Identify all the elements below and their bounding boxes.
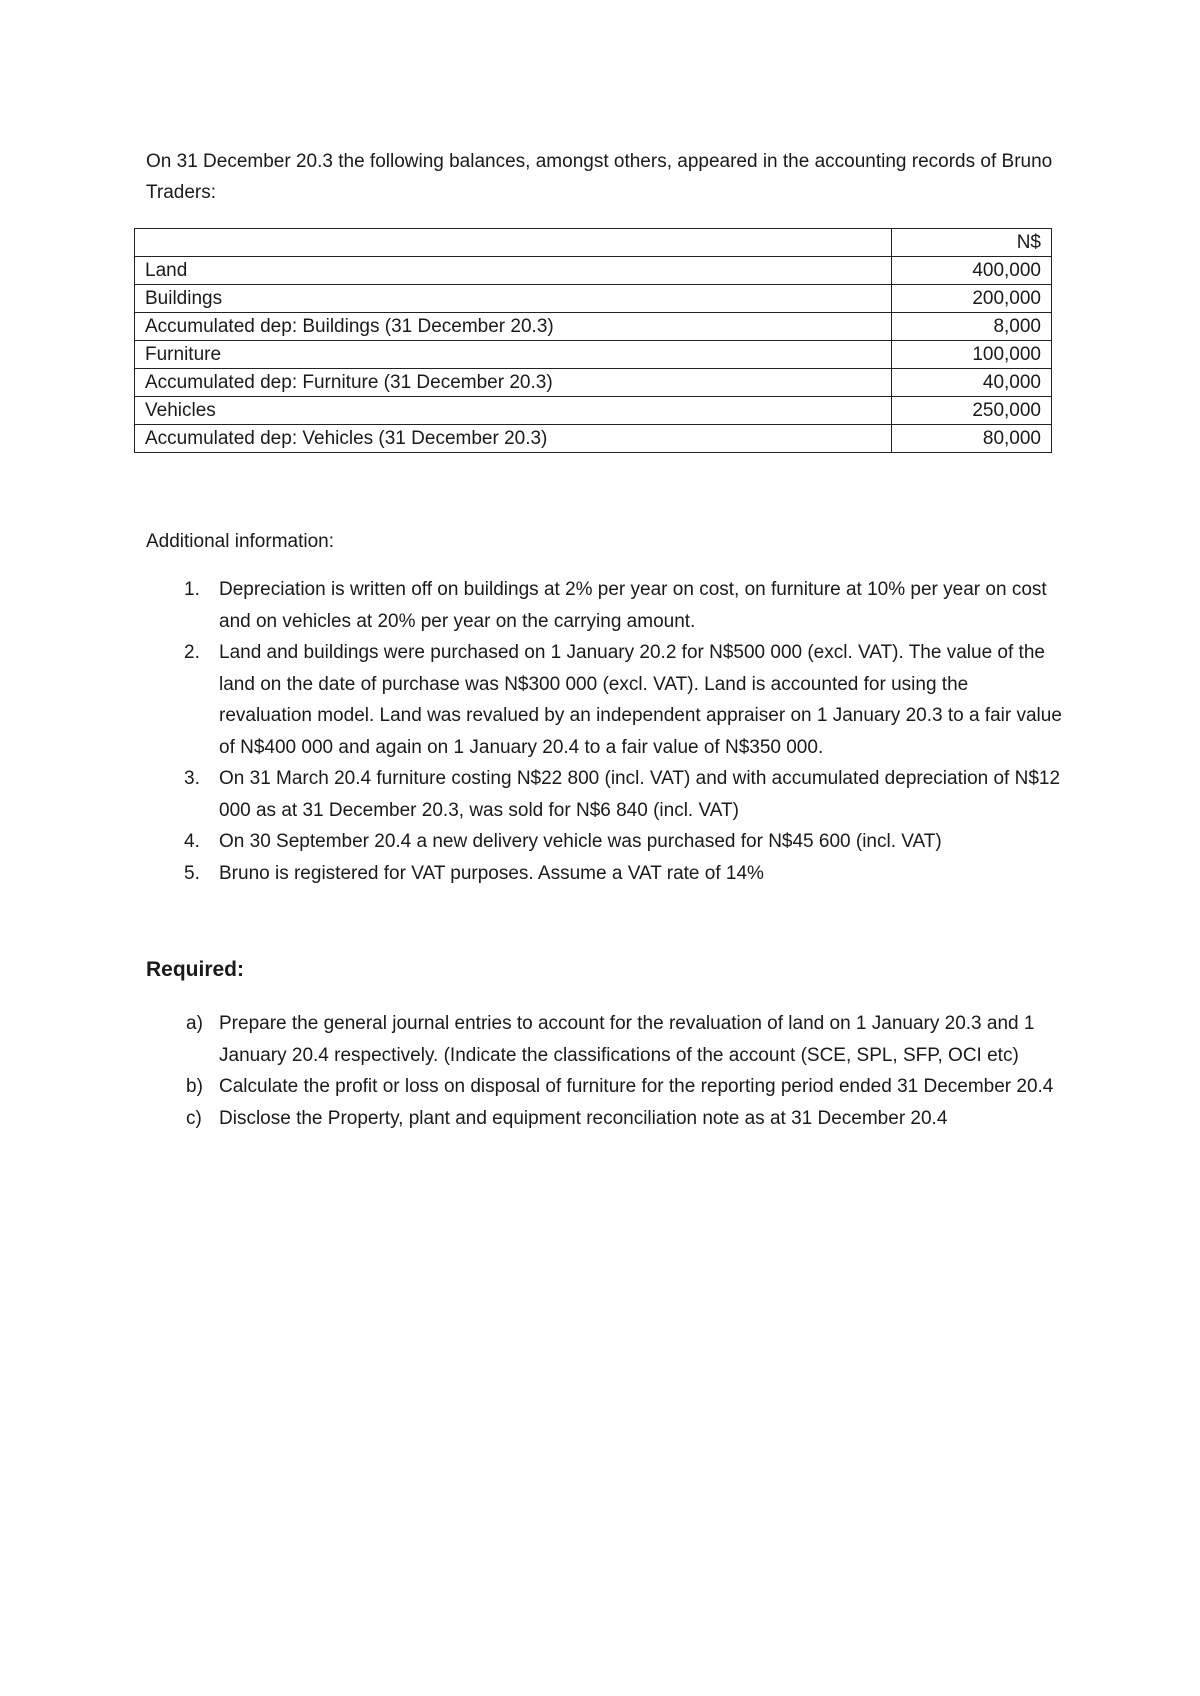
- row-label: Accumulated dep: Furniture (31 December 20.3): [135, 369, 892, 397]
- list-item-text: Calculate the profit or loss on disposal of furniture for the reporting period ended 31 December 20.4: [219, 1076, 1054, 1097]
- table-header-label: [135, 229, 892, 257]
- row-amount: 80,000: [891, 425, 1052, 453]
- row-amount: 100,000: [891, 341, 1052, 369]
- list-item: [146, 637, 1066, 763]
- additional-info-heading: Additional information:: [146, 531, 334, 552]
- balances-table: [134, 228, 1052, 453]
- row-amount: 40,000: [891, 369, 1052, 397]
- row-label: Buildings: [135, 285, 892, 313]
- table-row: [135, 341, 1052, 369]
- table-row: [135, 397, 1052, 425]
- list-item: [146, 574, 1066, 637]
- table-row: [135, 257, 1052, 285]
- list-item-letter: b): [186, 1076, 203, 1097]
- additional-info-list: [146, 574, 1066, 889]
- row-label: Vehicles: [135, 397, 892, 425]
- row-label: Land: [135, 257, 892, 285]
- row-label: Accumulated dep: Buildings (31 December 20.3): [135, 313, 892, 341]
- intro-paragraph: On 31 December 20.3 the following balances, amongst others, appeared in the accounting records of Bruno Traders:: [146, 151, 1053, 203]
- table-header-row: [135, 229, 1052, 257]
- list-item: [146, 826, 1066, 858]
- table-row: [135, 369, 1052, 397]
- list-item-text: On 30 September 20.4 a new delivery vehicle was purchased for N$45 600 (incl. VAT): [219, 831, 942, 852]
- list-item-number: 3.: [184, 768, 200, 789]
- required-heading: Required:: [146, 958, 245, 981]
- list-item: [146, 763, 1066, 826]
- row-amount: 8,000: [891, 313, 1052, 341]
- list-item-letter: a): [186, 1013, 203, 1034]
- list-item-text: Bruno is registered for VAT purposes. Assume a VAT rate of 14%: [219, 862, 764, 884]
- list-item-number: 5.: [184, 862, 200, 884]
- list-item: [146, 858, 1066, 890]
- table-row: [135, 425, 1052, 453]
- required-list: [146, 1008, 1066, 1134]
- list-item-text: Land and buildings were purchased on 1 January 20.2 for N$500 000 (excl. VAT). The value of the land on the date of purchase was N$300 000 (excl. VAT). Land is accounted for using the revaluation model. Land was revalued by an independent appraiser on 1 January 20.3 to a fair value of N$400 000 and again on 1 January 20.4 to a fair value of N$350 000.: [219, 642, 1062, 758]
- table-row: [135, 285, 1052, 313]
- list-item-letter: c): [186, 1107, 202, 1129]
- list-item-text: Prepare the general journal entries to account for the revaluation of land on 1 January 20.3 and 1 January 20.4 respectively. (Indicate the classifications of the account (SCE, SPL, SFP, OCI etc): [219, 1013, 1035, 1066]
- list-item-text: Depreciation is written off on buildings at 2% per year on cost, on furniture at 10% per year on cost and on vehicles at 20% per year on the carrying amount.: [219, 579, 1047, 632]
- list-item-text: Disclose the Property, plant and equipment reconciliation note as at 31 December 20.4: [219, 1107, 948, 1129]
- row-amount: 250,000: [891, 397, 1052, 425]
- list-item: [146, 1008, 1066, 1071]
- list-item-number: 2.: [184, 642, 200, 663]
- row-amount: 200,000: [891, 285, 1052, 313]
- row-amount: 400,000: [891, 257, 1052, 285]
- list-item: [146, 1071, 1066, 1103]
- document-page: [145, 146, 1066, 1129]
- list-item-number: 4.: [184, 831, 200, 852]
- row-label: Furniture: [135, 341, 892, 369]
- table-header-currency: N$: [891, 229, 1052, 257]
- list-item-text: On 31 March 20.4 furniture costing N$22 800 (incl. VAT) and with accumulated depreciation of N$12 000 as at 31 December 20.3, was sold for N$6 840 (incl. VAT): [219, 768, 1061, 821]
- list-item: [146, 1103, 1066, 1135]
- list-item-number: 1.: [184, 579, 200, 600]
- table-row: [135, 313, 1052, 341]
- row-label: Accumulated dep: Vehicles (31 December 20.3): [135, 425, 892, 453]
